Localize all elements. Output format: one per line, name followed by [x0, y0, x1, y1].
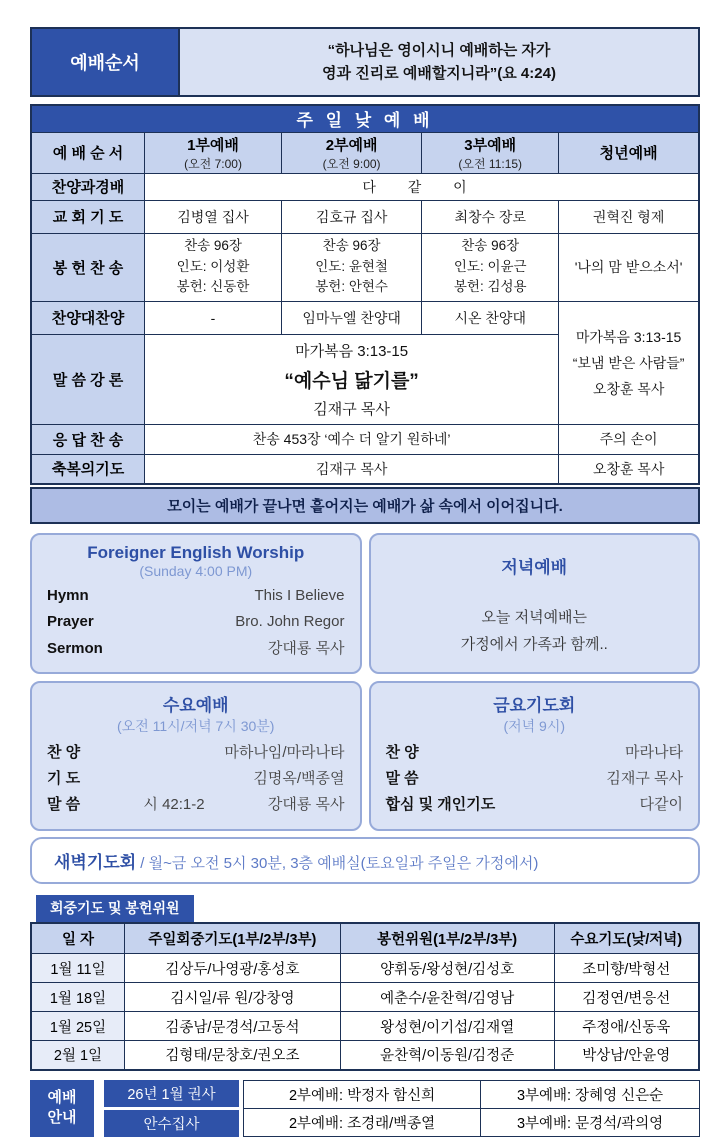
- choir-service2: 임마누엘 찬양대: [281, 301, 421, 334]
- row-benediction: [31, 454, 699, 484]
- box-title: 저녁예배: [501, 558, 568, 577]
- row-offering-hymn: [31, 233, 699, 301]
- praise-all-cell: 다 같 이: [145, 173, 699, 200]
- notice-categories: [104, 1080, 239, 1137]
- column-header-row: [31, 132, 699, 173]
- duty-wednesday: 박상남/안윤영: [554, 1041, 699, 1070]
- box-title: 수요예배: [162, 695, 229, 715]
- service3-time: (오전 11:15): [458, 156, 523, 171]
- evening-body: 오늘 저녁예배는 가정에서 가족과 함께..: [460, 609, 608, 653]
- duty-date: 2월 1일: [31, 1041, 125, 1070]
- duty-header-congregational: 주일회중기도(1부/2부/3부): [125, 923, 341, 954]
- row-church-prayer: [31, 200, 699, 233]
- notice-row: [244, 1080, 700, 1108]
- life-worship-banner: 모이는 예배가 끝나면 흩어지는 예배가 삶 속에서 이어집니다.: [30, 487, 700, 524]
- duty-congregational: 김종남/문경석/고동석: [125, 1012, 341, 1041]
- duty-row: [31, 954, 699, 983]
- notice-table: [243, 1080, 700, 1137]
- sermon-preacher: 김재구 목사: [313, 400, 390, 418]
- col-header-service3: 3부예배 (오전 11:15): [422, 132, 559, 173]
- friday-united-prayer-row: 합심 및 개인기도 다같이: [385, 796, 683, 814]
- duty-header-offering: 봉헌위원(1부/2부/3부): [340, 923, 554, 954]
- wednesday-praise-row: 찬 양 마하나임/마라나타: [47, 743, 345, 761]
- row-label: 축복의기도: [31, 454, 145, 484]
- notice-second-service: 2부예배: 조경래/백종열: [244, 1108, 481, 1136]
- youth-sermon-preacher: 오창훈 목사: [592, 380, 665, 397]
- duty-row: [31, 1041, 699, 1070]
- wednesday-worship-box: [30, 681, 362, 831]
- box-subtitle: (Sunday 4:00 PM): [139, 563, 253, 579]
- row-label: 교 회 기 도: [31, 200, 145, 233]
- row-label: 찬양과경배: [31, 173, 145, 200]
- duty-offering: 양휘동/왕성현/김성호: [340, 954, 554, 983]
- duty-section-label: 회중기도 및 봉헌위원: [36, 895, 194, 922]
- duty-offering: 윤찬혁/이동원/김정준: [340, 1041, 554, 1070]
- row-label: 응 답 찬 송: [31, 424, 145, 454]
- friday-prayer-box: [369, 681, 701, 831]
- prayer-service1: 김병열 집사: [145, 200, 282, 233]
- duty-date: 1월 11일: [31, 954, 125, 983]
- box-subtitle: (저녁 9시): [503, 717, 566, 734]
- sunday-service-table: [30, 104, 700, 485]
- duty-date: 1월 18일: [31, 983, 125, 1012]
- prayer-service2: 김호규 집사: [281, 200, 421, 233]
- evening-worship-box: [369, 533, 701, 674]
- duty-offering: 예춘수/윤찬혁/김영남: [340, 983, 554, 1012]
- bulletin-header: [30, 27, 700, 97]
- duty-section: [30, 884, 700, 1071]
- offering-youth: '나의 맘 받으소서': [559, 233, 699, 301]
- notice-third-service: 3부예배: 문경석/곽의영: [481, 1108, 700, 1136]
- friday-sermon-row: 말 씀 김재구 목사: [385, 770, 683, 787]
- notice-label: 예배 안내: [30, 1080, 94, 1137]
- scripture-quote: [180, 29, 698, 95]
- notice-third-service: 3부예배: 장혜영 신은순: [481, 1080, 700, 1108]
- english-hymn-row: Hymn This I Believe: [47, 587, 345, 604]
- col-header-service2: 2부예배 (오전 9:00): [281, 132, 421, 173]
- sunday-service-section: [30, 104, 700, 524]
- offering-service2: 찬송 96장 인도: 윤현철 봉헌: 안현수: [281, 233, 421, 301]
- row-praise: [31, 173, 699, 200]
- row-label: 말 씀 강 론: [31, 334, 145, 424]
- col-header-order: 예 배 순 서: [31, 132, 145, 173]
- box-subtitle: (오전 11시/저녁 7시 30분): [117, 717, 275, 734]
- notice-category-kwonsa: 26년 1월 권사: [104, 1080, 239, 1107]
- notice-body: [104, 1080, 700, 1137]
- dawn-prayer-info: / 월~금 오전 5시 30분, 3층 예배실(토요일과 주일은 가정에서): [136, 854, 539, 872]
- duty-congregational: 김상두/나영광/홍성호: [125, 954, 341, 983]
- col-header-youth: 청년예배: [559, 132, 699, 173]
- youth-sermon-scripture: 마가복음 3:13-15: [575, 328, 682, 345]
- dawn-prayer-title: 새벽기도회: [54, 852, 137, 872]
- notice-category-deacon: 안수집사: [104, 1110, 239, 1137]
- duty-wednesday: 김정연/변응선: [554, 983, 699, 1012]
- duty-date: 1월 25일: [31, 1012, 125, 1041]
- youth-sermon-cell: [559, 301, 699, 424]
- offering-service3: 찬송 96장 인도: 이윤근 봉헌: 김성용: [422, 233, 559, 301]
- choir-service3: 시온 찬양대: [422, 301, 559, 334]
- duty-congregational: 김형태/문창호/권오조: [125, 1041, 341, 1070]
- box-title: Foreigner English Worship: [87, 543, 305, 562]
- duty-row: [31, 983, 699, 1012]
- duty-table: [30, 922, 700, 1071]
- prayer-service3: 최창수 장로: [422, 200, 559, 233]
- benediction-youth: 오창훈 목사: [559, 454, 699, 484]
- response-hymn-cell: 찬송 453장 ‘예수 더 알기 원하네’: [145, 424, 559, 454]
- row-label: 찬양대찬양: [31, 301, 145, 334]
- duty-congregational: 김시일/류 원/강창영: [125, 983, 341, 1012]
- offering-service1: 찬송 96장 인도: 이성환 봉헌: 신동한: [145, 233, 282, 301]
- notice-row: [244, 1108, 700, 1136]
- duty-row: [31, 1012, 699, 1041]
- duty-wednesday: 주정애/신동욱: [554, 1012, 699, 1041]
- choir-service1: -: [145, 301, 282, 334]
- duty-header-date: 일 자: [31, 923, 125, 954]
- sermon-title: “예수님 닮기를”: [284, 370, 419, 392]
- duty-offering: 왕성현/이기섭/김재열: [340, 1012, 554, 1041]
- duty-header-wednesday: 수요기도(낮/저녁): [554, 923, 699, 954]
- scripture-quote-line2: 영과 진리로 예배할지니라”(요 4:24): [322, 65, 556, 82]
- bulletin-page: [30, 27, 700, 1137]
- english-worship-box: [30, 533, 362, 674]
- sermon-cell: [145, 334, 559, 424]
- col-header-service1: 1부예배 (오전 7:00): [145, 132, 282, 173]
- table-title-row: [31, 105, 699, 132]
- row-label: 봉 헌 찬 송: [31, 233, 145, 301]
- row-choir: [31, 301, 699, 334]
- wednesday-sermon-row: 말 씀 시 42:1-2 강대룡 목사: [47, 796, 345, 814]
- wednesday-prayer-row: 기 도 김명옥/백종열: [47, 770, 345, 787]
- duty-wednesday: 조미향/박형선: [554, 954, 699, 983]
- info-boxes: [30, 533, 700, 831]
- service2-time: (오전 9:00): [322, 156, 381, 171]
- duty-header-row: [31, 923, 699, 954]
- notice-second-service: 2부예배: 박정자 함신희: [244, 1080, 481, 1108]
- english-prayer-row: Prayer Bro. John Regor: [47, 613, 345, 631]
- youth-sermon-title: “보냄 받은 사람들”: [572, 354, 685, 371]
- friday-praise-row: 찬 양 마라나타: [385, 743, 683, 761]
- response-youth: 주의 손이: [559, 424, 699, 454]
- english-sermon-row: Sermon 강대룡 목사: [47, 639, 345, 657]
- dawn-prayer-box: [30, 837, 700, 884]
- table-title: 주 일 낮 예 배: [31, 105, 699, 132]
- scripture-quote-line1: “하나님은 영이시니 예배하는 자가: [327, 41, 551, 59]
- worship-order-label: 예배순서: [32, 29, 180, 95]
- sermon-scripture: 마가복음 3:13-15: [295, 342, 409, 360]
- box-title: 금요기도회: [493, 695, 576, 715]
- prayer-youth: 권혁진 형제: [559, 200, 699, 233]
- service1-time: (오전 7:00): [184, 156, 242, 171]
- row-response-hymn: [31, 424, 699, 454]
- worship-notice-section: [30, 1080, 700, 1137]
- benediction-cell: 김재구 목사: [145, 454, 559, 484]
